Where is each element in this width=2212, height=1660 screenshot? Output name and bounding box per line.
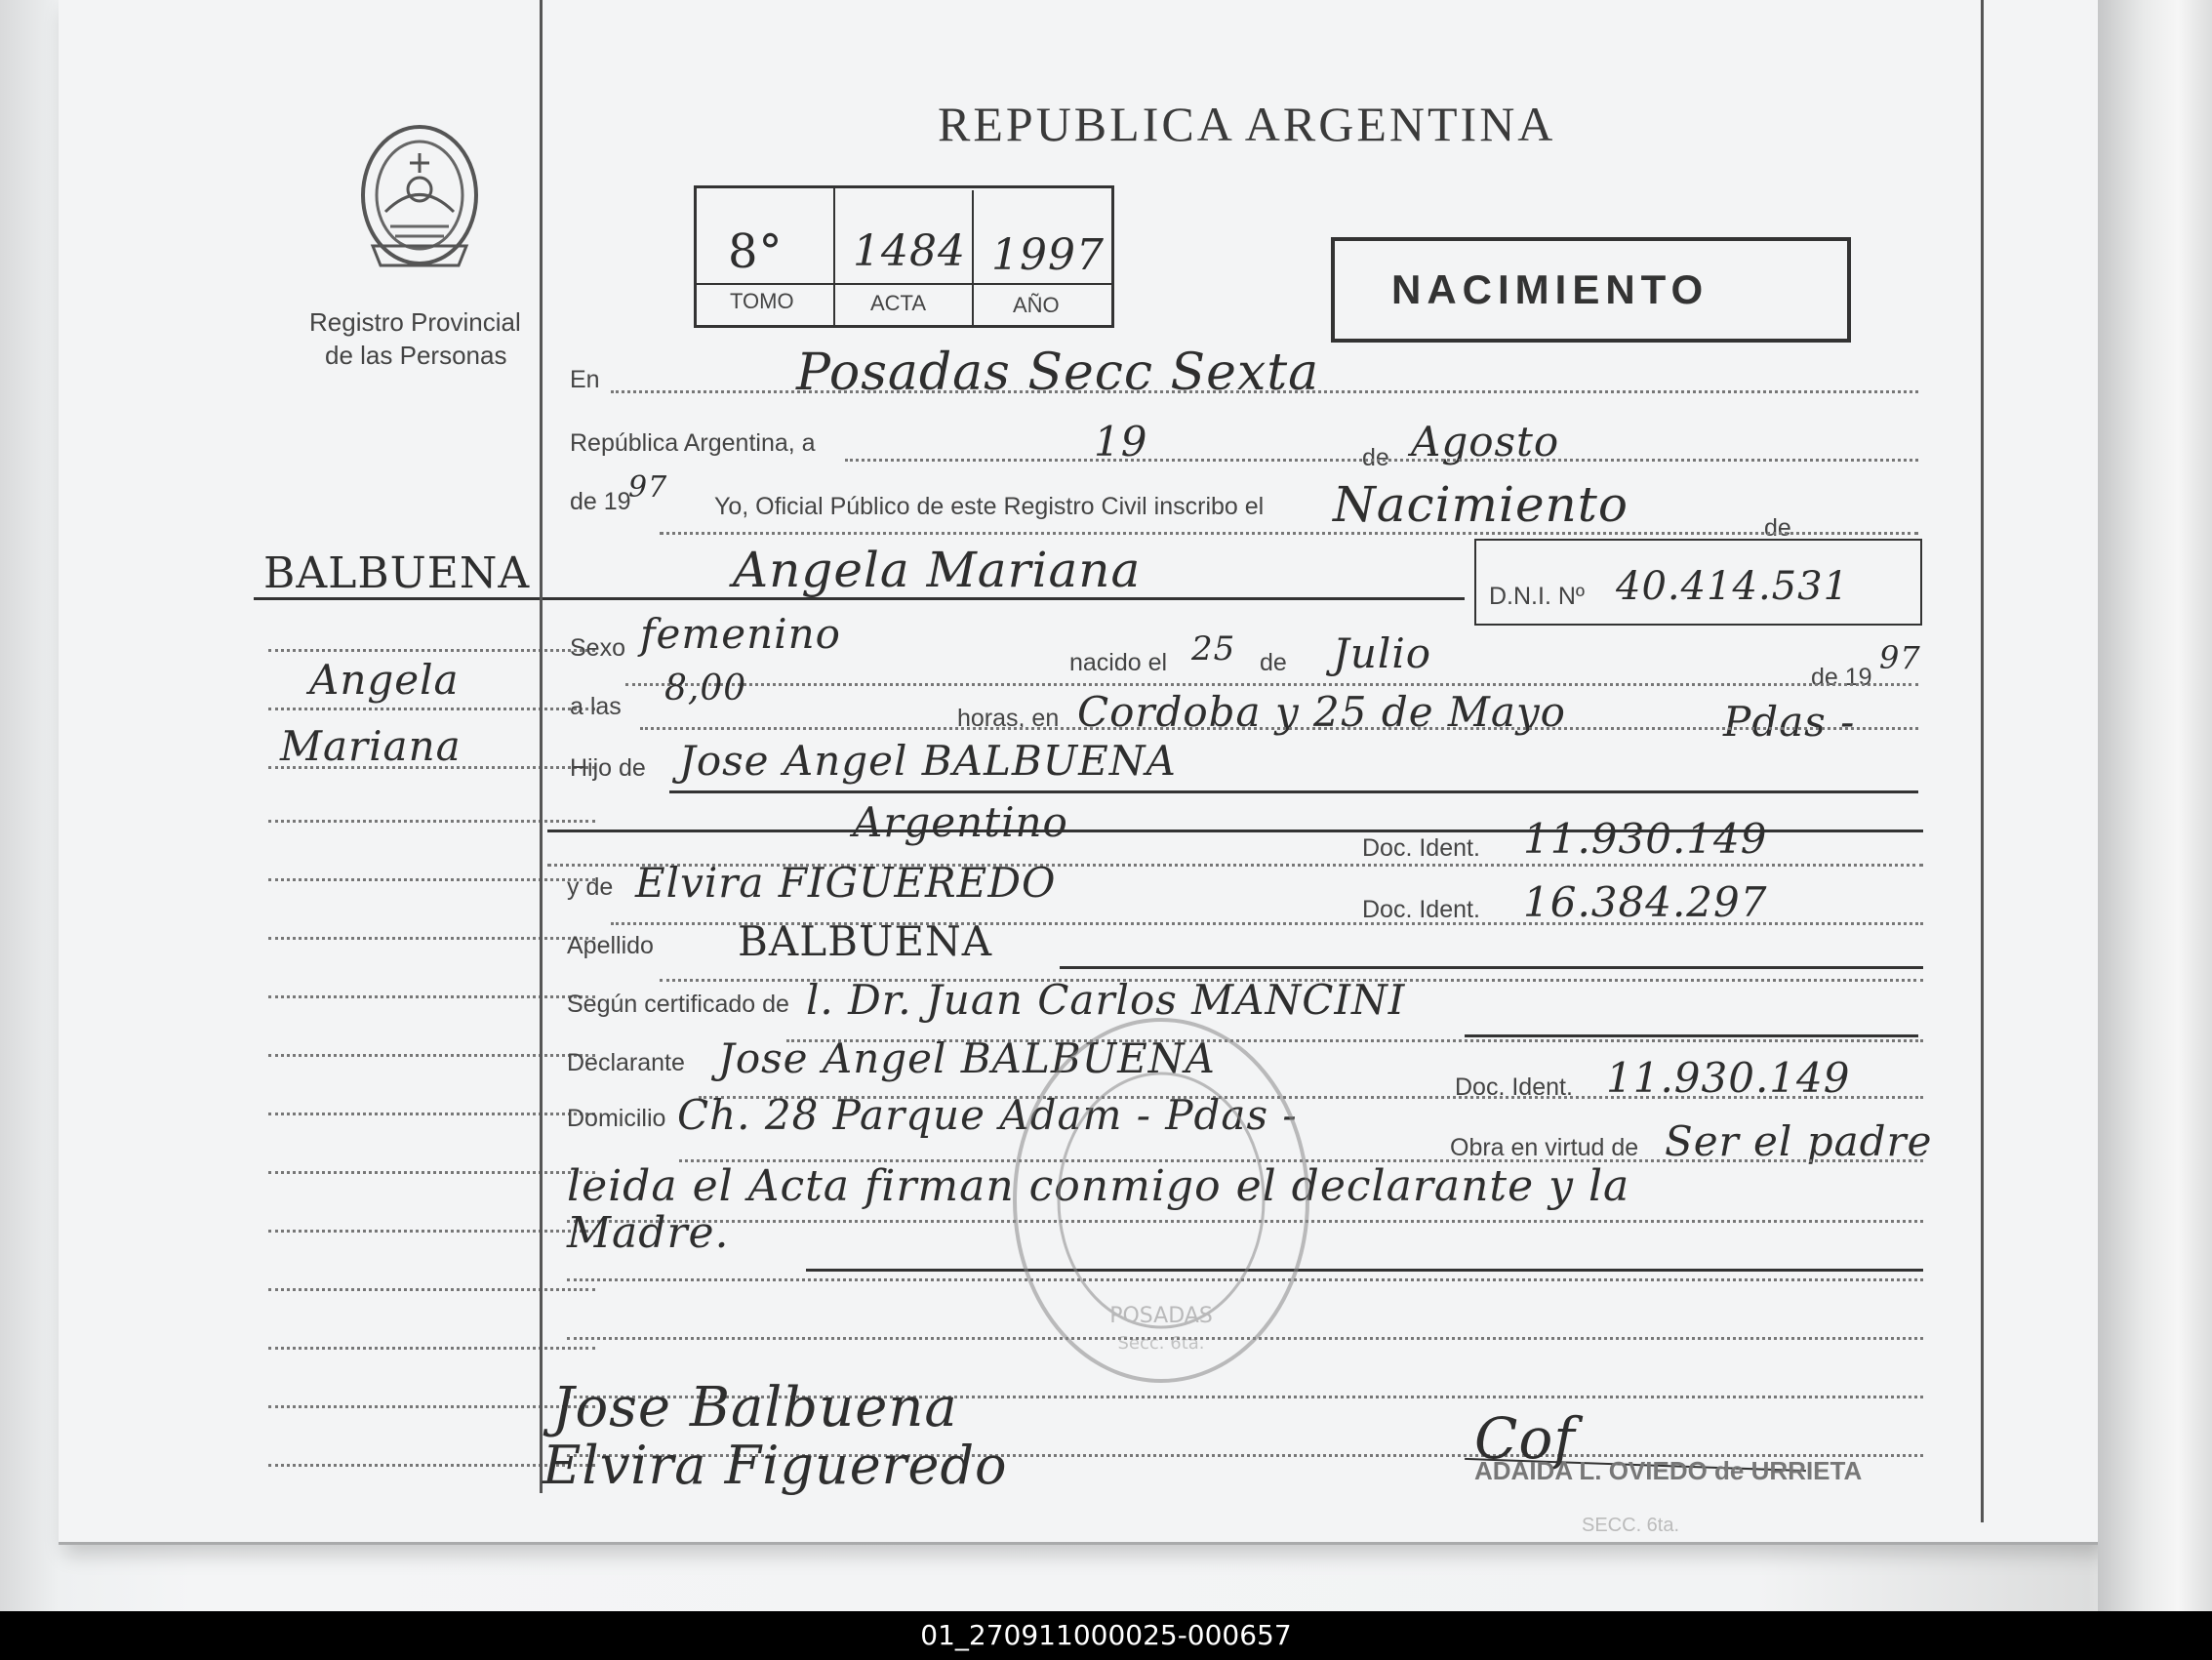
official-section-stamp: SECC. 6ta. xyxy=(1582,1515,1680,1536)
ano-value: 1997 xyxy=(991,230,1105,280)
act-type-title: NACIMIENTO xyxy=(1391,266,1709,312)
signature-official: Cof xyxy=(1474,1405,1576,1472)
registry-year: 97 xyxy=(628,470,668,505)
declarante-doc-label: Doc. Ident. xyxy=(1455,1073,1573,1101)
father-doc: 11.930.149 xyxy=(1523,815,1768,863)
birth-hour: 8,00 xyxy=(664,668,747,709)
father-nationality: Argentino xyxy=(853,798,1068,846)
birth-day: 25 xyxy=(1191,629,1236,668)
margin-surname: BALBUENA xyxy=(263,548,531,598)
birth-month: Julio xyxy=(1333,629,1432,677)
notes-line-1: leida el Acta firman conmigo el declarante y la xyxy=(567,1161,1630,1211)
stamp-place-text: POSADAS xyxy=(1109,1304,1213,1328)
dni-value: 40.414.531 xyxy=(1616,564,1850,609)
official-name-stamp: ADAIDA L. OVIEDO de URRIETA xyxy=(1474,1456,1863,1485)
birth-year: 97 xyxy=(1879,639,1921,676)
father-name: Jose Angel BALBUENA xyxy=(679,737,1177,785)
certifying-doctor: l. Dr. Juan Carlos MANCINI xyxy=(806,976,1406,1024)
mother-name: Elvira FIGUEREDO xyxy=(635,859,1057,907)
country-title: REPUBLICA ARGENTINA xyxy=(938,97,1556,151)
sexo-label: Sexo xyxy=(570,634,625,662)
declarante-doc: 11.930.149 xyxy=(1606,1054,1851,1102)
tomo-label: TOMO xyxy=(730,289,794,313)
birth-place-city: Pdas - xyxy=(1723,698,1856,746)
obra-value: Ser el padre xyxy=(1665,1117,1933,1165)
signature-father: Jose Balbuena xyxy=(552,1376,958,1439)
segun-label: Según certificado de xyxy=(567,991,789,1018)
republica-label: República Argentina, a xyxy=(570,429,816,457)
official-round-stamp-icon xyxy=(1000,1005,1322,1396)
place-of-registry: Posadas Secc Sexta xyxy=(796,344,1320,402)
registry-day: 19 xyxy=(1094,418,1148,466)
declarante-label: Declarante xyxy=(567,1049,685,1076)
mother-doc-label: Doc. Ident. xyxy=(1362,896,1480,923)
declarante-name: Jose Angel BALBUENA xyxy=(718,1034,1216,1082)
acta-value: 1484 xyxy=(853,226,966,276)
horas-label: horas, en xyxy=(957,705,1060,732)
hijo-label: Hijo de xyxy=(570,754,646,782)
provincial-seal-icon xyxy=(351,119,488,280)
de19-label: de 19 xyxy=(1811,664,1872,691)
alas-label: a las xyxy=(570,693,622,720)
apellido-value: BALBUENA xyxy=(738,917,993,965)
image-caption: 01_270911000025-000657 xyxy=(0,1611,2212,1660)
de-label-3: de xyxy=(1260,649,1287,676)
book-binding xyxy=(2098,0,2212,1611)
registry-name-line2: de las Personas xyxy=(325,341,507,370)
margin-column xyxy=(141,0,600,1537)
sexo-value: femenino xyxy=(640,610,841,658)
registered-name: Angela Mariana xyxy=(733,542,1142,598)
father-doc-label: Doc. Ident. xyxy=(1362,834,1480,862)
de-label-2: de xyxy=(1764,514,1791,542)
stamp-section-text: Secc. 6ta. xyxy=(1117,1333,1205,1354)
registry-month: Agosto xyxy=(1411,418,1560,466)
dni-label: D.N.I. Nº xyxy=(1489,583,1586,610)
de-label-1: de xyxy=(1362,444,1389,471)
mother-doc: 16.384.297 xyxy=(1523,878,1768,926)
obra-label: Obra en virtud de xyxy=(1450,1134,1639,1161)
margin-given-name-1: Angela xyxy=(309,656,460,704)
ano-label: AÑO xyxy=(1013,293,1060,317)
year-prefix-label: de 19 xyxy=(570,488,631,515)
en-label: En xyxy=(570,366,600,393)
act-kind: Nacimiento xyxy=(1333,476,1629,533)
tomo-value: 8° xyxy=(728,224,784,279)
signature-mother: Elvira Figueredo xyxy=(543,1435,1008,1496)
margin-given-name-2: Mariana xyxy=(280,722,462,770)
domicilio-label: Domicilio xyxy=(567,1105,666,1132)
oficial-text: Yo, Oficial Público de este Registro Civil inscribo el xyxy=(714,493,1265,520)
notes-line-2: Madre. xyxy=(567,1208,730,1258)
acta-label: ACTA xyxy=(870,291,927,315)
registry-name-line1: Registro Provincial xyxy=(309,307,521,337)
nacido-label: nacido el xyxy=(1069,649,1168,676)
birth-place: Cordoba y 25 de Mayo xyxy=(1077,688,1566,736)
apellido-label: Apellido xyxy=(567,932,654,959)
yde-label: y de xyxy=(567,873,614,901)
domicilio-value: Ch. 28 Parque Adam - Pdas - xyxy=(677,1091,1298,1139)
